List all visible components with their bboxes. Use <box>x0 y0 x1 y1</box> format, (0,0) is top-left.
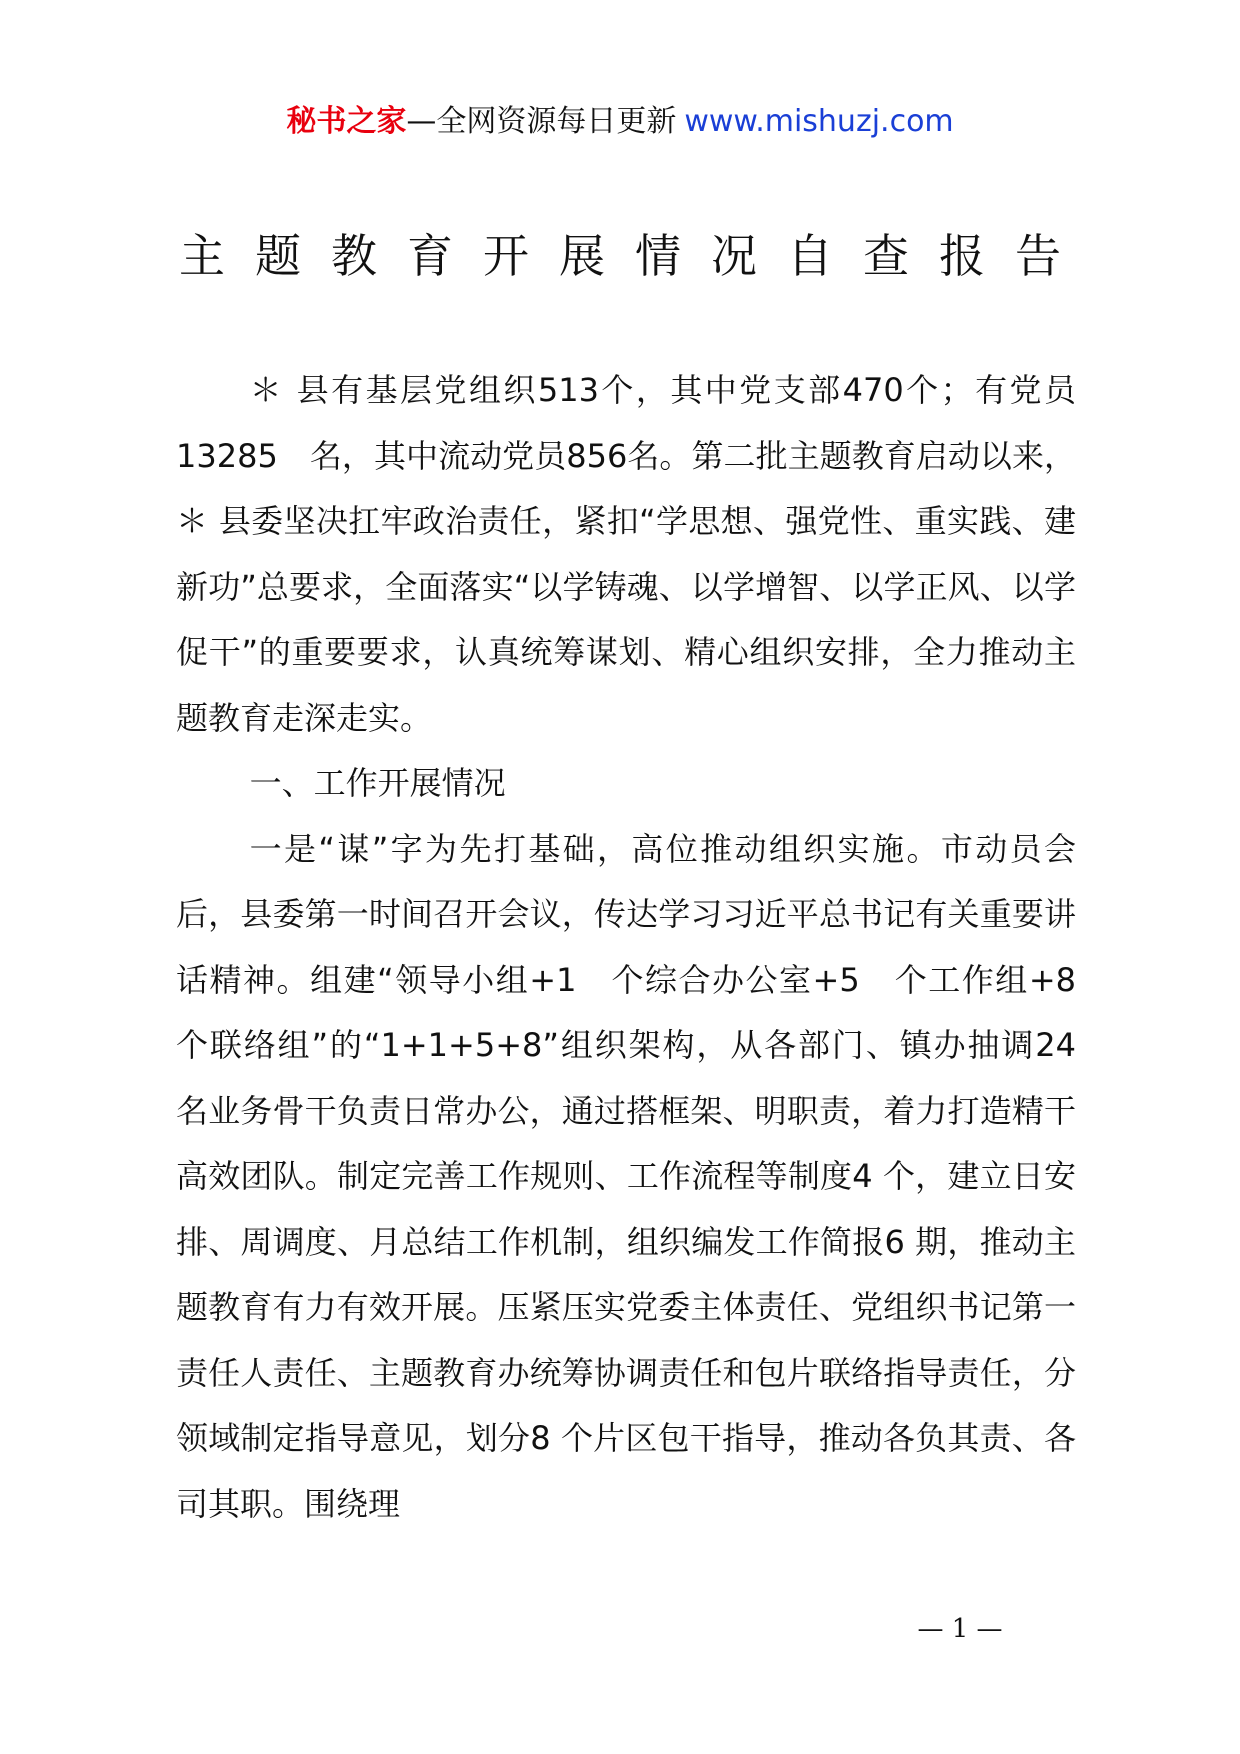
site-url-link[interactable]: www.mishuzj.com <box>684 104 954 139</box>
document-title: 主题教育开展情况自查报告 <box>179 229 1091 283</box>
site-tagline: —全网资源每日更新 <box>406 104 677 139</box>
site-header <box>0 102 1240 142</box>
page-number: — 1 — <box>917 1614 1003 1644</box>
body-paragraph: 一是“谋”字为先打基础，高位推动组织实施。市动员会后，县委第一时间召开会议，传达学习习近平总书记有关重要讲话精神。组建“领导小组+1 个综合办公室+5 个工作组+8 个联络组”的“1+1+5+8”组织架构，从各部门、镇办抽调24 名业务骨干负责日常办公，通过搭框架、明职责，着力打造精干高效团队。制定完善工作规则、工作流程等制度4 个，建立日安排、周调度、月总结工作机制，组织编发工作简报6 期，推动主题教育有力有效开展。压紧压实党委主体责任、党组织书记第一责任人责任、主题教育办统筹协调责任和包片联络指导责任，分领域制定指导意见，划分8 个片区包干指导，推动各负其责、各司其职。围绕理 <box>176 829 1109 1523</box>
brand-name: 秘书之家 <box>286 104 407 139</box>
document-body <box>176 358 1109 1537</box>
intro-paragraph: ＊ 县有基层党组织513个，其中党支部470个；有党员13285 名，其中流动党员856名。第二批主题教育启动以来，＊ 县委坚决扛牢政治责任，紧扣“学思想、强党性、重实践、建新功”总要求，全面落实“以学铸魂、以学增智、以学正风、以学促干”的重要要求，认真统筹谋划、精心组织安排，全力推动主题教育走深走实。 <box>176 371 1076 737</box>
section-heading: 一、工作开展情况 <box>249 764 506 802</box>
